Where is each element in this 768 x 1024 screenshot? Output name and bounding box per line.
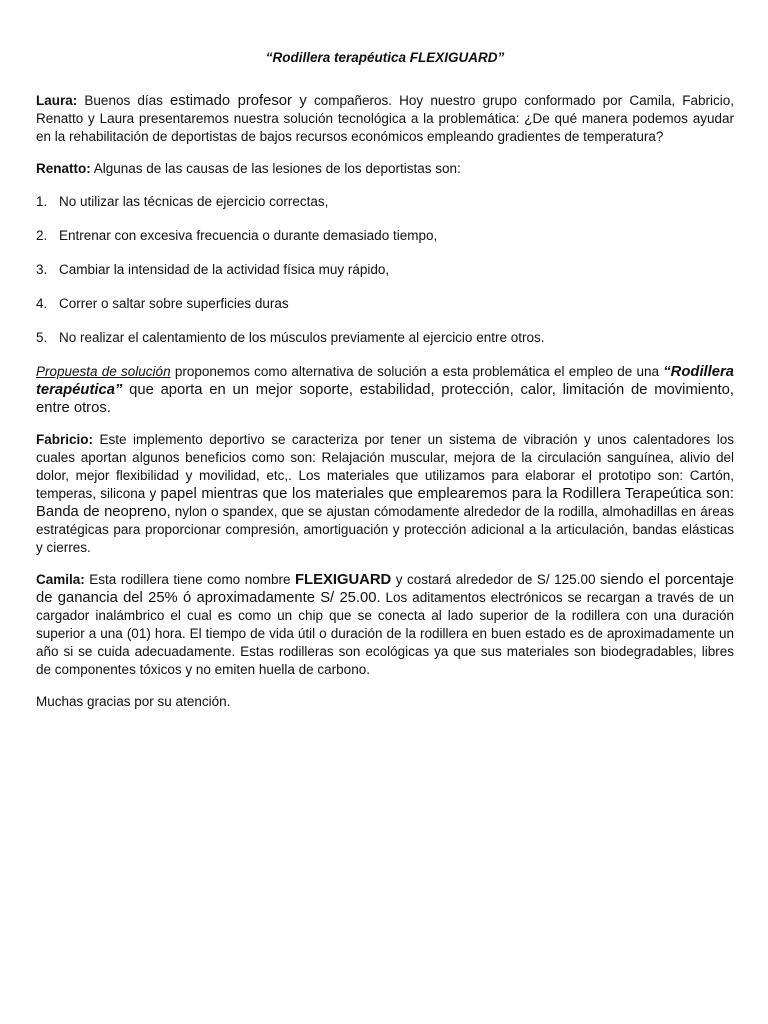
camila-text-4: Los aditamentos electrónicos se recargan a través de un cargador inalámbrico el cual es como un chip que se conecta al lado superior de la rodillera con una duración superior a una (01) hora. El tiempo de vida útil o duración de la rodillera en buen estado es de aproximadamente un año si se cuida adecuadamente. Estas rodilleras son ecológicas ya que sus materiales son biodegradables, libres de componentes tóxicos y no emiten huella de carbono. [36,590,734,677]
closing-paragraph: Muchas gracias por su atención. [36,694,231,709]
list-item [36,261,734,279]
camila-text-1: Esta rodillera tiene como nombre [84,572,296,587]
laura-text-3: compañeros. Hoy nuestro grupo conformado por Camila, Fabricio, Renatto y Laura presentaremos nuestra solución tecnológica a la problemática: ¿De qué manera podemos ayudar en la rehabilitación de deportistas de bajos recursos económicos empleando gradientes de temperatura? [36,93,734,144]
list-item-number: 2. [36,228,48,243]
camila-text-3: siendo el porcentaje de ganancia del 25% ó aproximadamente S/ 25.00. [36,572,734,606]
proposal-text-1: proponemos como alternativa de solución a esta problemática el empleo de una [170,364,664,379]
speaker-fabricio: Fabricio: [36,432,94,447]
proposal-product-name: “Rodillera terapéutica” [36,364,734,398]
proposal-paragraph [36,363,734,417]
list-item-text: No realizar el calentamiento de los músculos previamente al ejercicio entre otros. [59,330,545,345]
list-item-number: 3. [36,262,48,277]
fabricio-paragraph [36,431,734,557]
document-title: “Rodillera terapéutica FLEXIGUARD” [265,50,505,65]
list-item-text: Entrenar con excesiva frecuencia o durante demasiado tiempo, [59,228,438,243]
speaker-camila: Camila: [36,572,85,587]
fabricio-text-1: Este implemento deportivo se caracteriza por tener un sistema de vibración y unos calentadores los cuales aportan algunos beneficios como son: Relajación muscular, mejora de la circulación sanguínea, alivio del dolor, mejor flexibilidad y movilidad, etc,. Los materiales que utilizamos para elaborar el prototipo son: Cartón, temperas, silicona y [36,432,734,501]
list-item [36,329,734,347]
fabricio-text-3: nylon o spandex, que se ajustan cómodamente alrededor de la rodilla, almohadillas en áreas estratégicas para proporcionar compresión, amortiguación y protección adicional a la articulación, bandas elásticas y cierres. [36,504,734,555]
list-item-number: 5. [36,330,48,345]
laura-paragraph [36,92,734,146]
proposal-label: Propuesta de solución [36,364,171,379]
list-item-number: 4. [36,296,48,311]
causes-list [36,193,734,347]
renatto-text: Algunas de las causas de las lesiones de los deportistas son: [90,161,461,176]
list-item-text: Correr o saltar sobre superficies duras [59,296,289,311]
list-item [36,193,734,211]
camila-paragraph [36,571,734,679]
laura-text-1: Buenos días [77,93,171,108]
list-item-number: 1. [36,194,48,209]
camila-brand: FLEXIGUARD [295,572,392,588]
renatto-paragraph [36,160,734,178]
camila-text-2: y costará alrededor de S/ 125.00 [391,572,600,587]
list-item [36,295,734,313]
list-item-text: No utilizar las técnicas de ejercicio correctas, [59,194,329,209]
speaker-laura: Laura: [36,93,78,108]
proposal-text-2: que aporta en un mejor soporte, estabilidad, protección, calor, limitación de movimiento, entre otros. [36,382,734,416]
fabricio-text-2: papel mientras que los materiales que emplearemos para la Rodillera Terapeútica son: Banda de neopreno, [36,486,734,520]
list-item [36,227,734,245]
laura-text-2: estimado profesor y [170,93,307,109]
speaker-renatto: Renatto: [36,161,91,176]
list-item-text: Cambiar la intensidad de la actividad física muy rápido, [59,262,390,277]
